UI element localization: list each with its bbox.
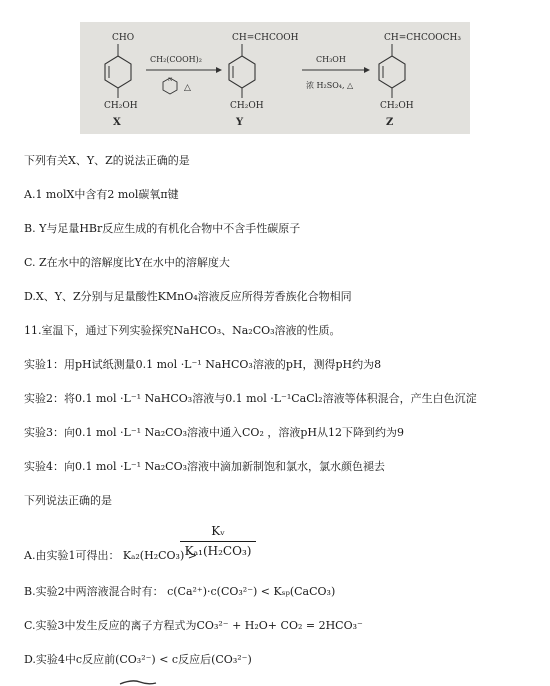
experiment-2: 实验2：将0.1 mol ·L⁻¹ NaHCO₃溶液与0.1 mol ·L⁻¹CaCl₂溶液等体积混合，产生白色沉淀 <box>24 392 477 405</box>
experiment-4: 实验4：向0.1 mol ·L⁻¹ Na₂CO₃溶液中滴加新制饱和氯水，氯水颜色褪去 <box>24 460 386 473</box>
x-top-group: CHO <box>112 33 135 43</box>
y-top-group: CH=CHCOOH <box>232 33 299 43</box>
pyridine-icon <box>163 77 177 94</box>
question10-option-c: C. Z在水中的溶解度比Y在水中的溶解度大 <box>24 256 230 269</box>
reaction-scheme-figure <box>80 22 470 134</box>
question10-stem: 下列有关X、Y、Z的说法正确的是 <box>24 154 190 167</box>
fraction-numerator: Kᵥ <box>211 524 225 538</box>
z-label: Z <box>386 117 394 128</box>
arrow1-condition: △ <box>184 83 191 93</box>
pen-mark <box>118 678 158 686</box>
question11-prompt: 下列说法正确的是 <box>24 494 112 507</box>
question11-stem: 11.室温下，通过下列实验探究NaHCO₃、Na₂CO₃溶液的性质。 <box>24 324 341 337</box>
y-bottom-group: CH₂OH <box>230 101 264 111</box>
z-top-group: CH=CHCOOCH₃ <box>384 33 461 43</box>
arrow1-head <box>216 67 222 73</box>
x-label: X <box>113 117 121 128</box>
fraction-bar <box>180 541 256 542</box>
y-label: Y <box>236 117 244 128</box>
question10-option-a: A.1 molX中含有2 mol碳氧π键 <box>24 188 179 201</box>
experiment-3: 实验3：向0.1 mol ·L⁻¹ Na₂CO₃溶液中通入CO₂ ，溶液pH从12下降到约为9 <box>24 426 404 439</box>
experiment-1: 实验1：用pH试纸测量0.1 mol ·L⁻¹ NaHCO₃溶液的pH，测得pH约为8 <box>24 358 382 371</box>
arrow2-head <box>364 67 370 73</box>
arrow2-reagent: CH₃OH <box>316 55 346 64</box>
reaction-scheme-svg <box>80 22 470 134</box>
question11-option-c: C.实验3中发生反应的离子方程式为CO₃²⁻ + H₂O+ CO₂ = 2HCO₃⁻ <box>24 619 363 632</box>
question11-option-b: B.实验2中两溶液混合时有： c(Ca²⁺)·c(CO₃²⁻) < Kₛₚ(CaCO₃) <box>24 585 336 598</box>
question11-option-d: D.实验4中c反应前(CO₃²⁻) < c反应后(CO₃²⁻) <box>24 653 252 666</box>
question10-option-b: B. Y与足量HBr反应生成的有机化合物中不含手性碳原子 <box>24 222 301 235</box>
arrow2-condition: 浓 H₂SO₄, △ <box>306 81 354 90</box>
fraction-denominator: Kₐ₁(H₂CO₃) <box>184 544 252 558</box>
svg-text:N: N <box>168 77 173 83</box>
z-bottom-group: CH₂OH <box>380 101 414 111</box>
question10-option-d: D.X、Y、Z分别与足量酸性KMnO₄溶液反应所得芳香族化合物相同 <box>24 290 352 303</box>
equilibrium-fraction <box>178 524 258 564</box>
question11-option-a: A.由实验1可得出： Kₐ₂(H₂CO₃) > <box>24 549 197 562</box>
arrow1-reagent: CH₂(COOH)₂ <box>150 55 202 64</box>
x-bottom-group: CH₂OH <box>104 101 138 111</box>
